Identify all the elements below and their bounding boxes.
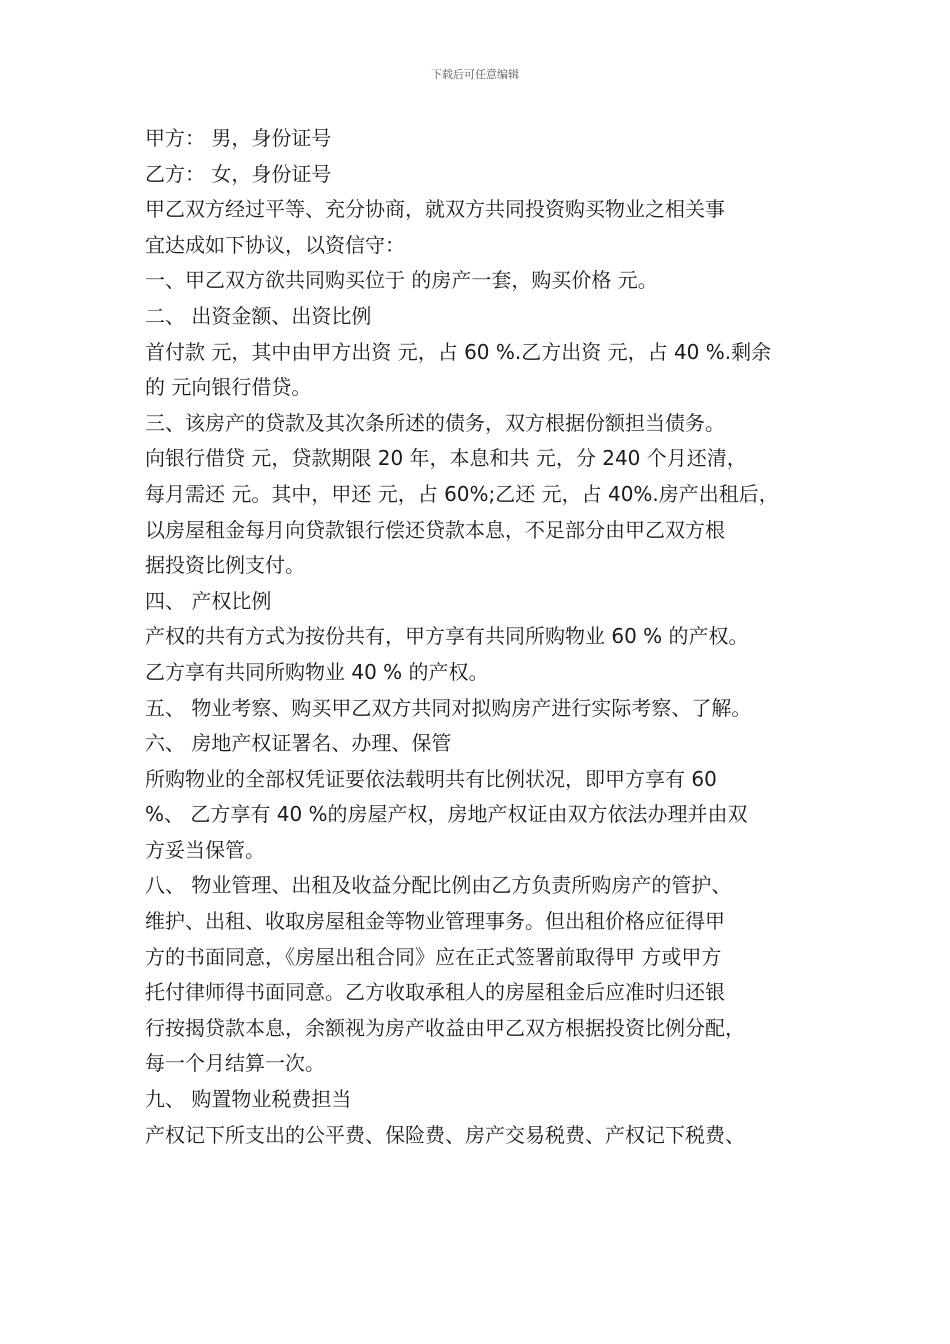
text-line: 六、 房地产权证署名、办理、保管 xyxy=(145,731,452,756)
text-line: 方妥当保管。 xyxy=(145,837,265,862)
text-line: 方的书面同意，《房屋出租合同》应在正式签署前取得甲 方或甲方 xyxy=(145,944,722,969)
text-line: 据投资比例支付。 xyxy=(145,553,305,578)
text-line: 每月需还 元。其中，甲还 元，占 60%;乙还 元，占 40%.房产出租后， xyxy=(145,481,779,506)
text-line: 所购物业的全部权凭证要依法载明共有比例状况，即甲方享有 60 xyxy=(145,766,717,791)
text-line: 乙方享有共同所购物业 40 % 的产权。 xyxy=(145,659,489,684)
page-header: 下载后可任意编辑 xyxy=(431,68,519,81)
text-line: 四、 产权比例 xyxy=(145,588,272,613)
text-line: 产权记下所支出的公平费、保险费、房产交易税费、产权记下税费、 xyxy=(145,1122,745,1147)
text-line: 九、 购置物业税费担当 xyxy=(145,1087,352,1112)
text-line: 首付款 元，其中由甲方出资 元，占 60 %.乙方出资 元，占 40 %.剩余 xyxy=(145,339,772,364)
text-line: 托付律师得书面同意。乙方收取承租人的房屋租金后应准时归还银 xyxy=(145,980,725,1005)
text-line: %、 乙方享有 40 %的房屋产权，房地产权证由双方依法办理并由双 xyxy=(145,802,748,827)
text-line: 宜达成如下协议，以资信守： xyxy=(145,232,405,257)
text-line: 三、该房产的贷款及其次条所述的债务，双方根据份额担当债务。 xyxy=(145,410,725,435)
text-line: 以房屋租金每月向贷款银行偿还贷款本息，不足部分由甲乙双方根 xyxy=(145,517,725,542)
text-line: 产权的共有方式为按份共有，甲方享有共同所购物业 60 % 的产权。 xyxy=(145,624,749,649)
text-line: 八、 物业管理、出租及收益分配比例由乙方负责所购房产的管护、 xyxy=(145,873,732,898)
text-line: 每一个月结算一次。 xyxy=(145,1051,325,1076)
text-line: 向银行借贷 元，贷款期限 20 年，本息和共 元，分 240 个月还清， xyxy=(145,446,747,471)
text-line: 一、甲乙双方欲共同购买位于 的房产一套，购买价格 元。 xyxy=(145,268,658,293)
text-line: 行按揭贷款本息，余额视为房产收益由甲乙双方根据投资比例分配， xyxy=(145,1015,745,1040)
text-line: 甲乙双方经过平等、充分协商，就双方共同投资购买物业之相关事 xyxy=(145,197,725,222)
document-body xyxy=(145,121,825,1153)
text-line: 甲方： 男，身份证号 xyxy=(145,126,332,150)
text-line: 乙方： 女，身份证号 xyxy=(145,161,332,186)
text-line: 二、 出资金额、出资比例 xyxy=(145,303,372,328)
text-line: 维护、出租、收取房屋租金等物业管理事务。但出租价格应征得甲 xyxy=(145,909,725,934)
text-line: 的 元向银行借贷。 xyxy=(145,375,312,400)
text-line: 五、 物业考察、购买甲乙双方共同对拟购房产进行实际考察、了解。 xyxy=(145,695,752,720)
